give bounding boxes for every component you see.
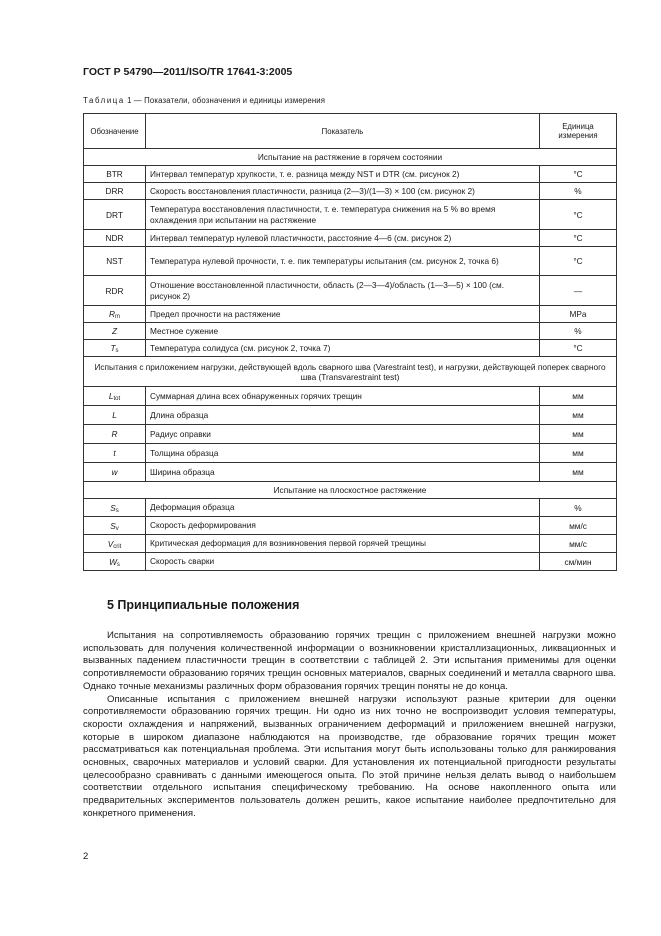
- unit-cell: мм/с: [540, 535, 617, 553]
- paragraph: Описанные испытания с приложением внешней нагрузки используют разные критерии для оценки сопротивляемости образованию горячих трещин. Ни одно из них точно не воспроизводит условия температуры, скорости охлаждения и напряжений, вызванных ограничением деформаций и приложением внешней нагрузки, которые в широком диапазоне наблюдаются на производстве, где образование горячих трещин может рассматриваться как потенциальная проблема. Эти испытания могут быть использованы только для ранжирования основных, сварочных материалов и условий сварки. Для установления их потенциальной пригодности результаты целесообразно сравнивать с данными имеющегося опыта. По этой причине нельзя делать вывод о наибольшем соответствии отдельного испытания специфическому требованию. На основе накопленного опыта или предварительных экспериментов пользователь должен решить, какое испытание наиболее предпочтительно для конкретного применения.: [83, 693, 616, 819]
- symbol: L: [112, 410, 117, 420]
- unit-cell: —: [540, 276, 617, 306]
- description-cell: Температура нулевой прочности, т. е. пик температуры испытания (см. рисунок 2, точка 6): [146, 247, 540, 276]
- parameters-table: [83, 113, 617, 571]
- symbol-cell: [84, 406, 146, 425]
- table-row: [84, 247, 617, 276]
- table-row: [84, 499, 617, 517]
- symbol: V: [107, 538, 114, 549]
- table-row: [84, 387, 617, 406]
- unit-cell: %: [540, 323, 617, 340]
- symbol-cell: [84, 306, 146, 323]
- document-header: ГОСТ Р 54790—2011/ISO/TR 17641-3:2005: [83, 66, 293, 78]
- unit-cell: мм: [540, 444, 617, 463]
- table-caption-text: 1 — Показатели, обозначения и единицы измерения: [127, 96, 326, 105]
- description-cell: Скорость сварки: [146, 553, 540, 571]
- description-cell: Интервал температур нулевой пластичности, расстояние 4—6 (см. рисунок 2): [146, 230, 540, 247]
- table-row: [84, 425, 617, 444]
- description-cell: Ширина образца: [146, 463, 540, 482]
- section-row: [84, 482, 617, 499]
- table-caption: [83, 96, 325, 105]
- table-row: [84, 306, 617, 323]
- symbol: R: [111, 429, 118, 439]
- description-cell: Скорость деформирования: [146, 517, 540, 535]
- symbol: L: [108, 391, 114, 401]
- symbol-cell: [84, 183, 146, 200]
- symbol-cell: [84, 276, 146, 306]
- unit-cell: °C: [540, 230, 617, 247]
- section-row: [84, 357, 617, 387]
- table-row: [84, 340, 617, 357]
- table-header-row: [84, 114, 617, 149]
- description-cell: Критическая деформация для возникновения первой горячей трещины: [146, 535, 540, 553]
- description-cell: Интервал температур хрупкости, т. е. разница между NST и DTR (см. рисунок 2): [146, 166, 540, 183]
- symbol: T: [110, 343, 116, 353]
- symbol: Z: [111, 326, 118, 336]
- symbol-cell: [84, 535, 146, 553]
- symbol-cell: [84, 463, 146, 482]
- table-row: [84, 553, 617, 571]
- unit-cell: °C: [540, 247, 617, 276]
- description-cell: Длина образца: [146, 406, 540, 425]
- unit-cell: %: [540, 183, 617, 200]
- symbol-cell: [84, 340, 146, 357]
- unit-cell: MPa: [540, 306, 617, 323]
- symbol-cell: [84, 499, 146, 517]
- paragraph: Испытания на сопротивляемость образованию горячих трещин с приложением внешней нагрузки можно использовать для получения количественной информации о возникновении кристаллизационных, ликвационных и вызванных падением пластичности трещин в соответствии с таблицей 2. Эти испытания применимы для оценки сопротивляемости образованию горячих трещин основных материалов, сварных соединений и металла сварного шва. Однако точные механизмы различных форм образования горячих трещин поняты не до конца.: [83, 630, 616, 692]
- table-row: [84, 183, 617, 200]
- symbol: NST: [106, 256, 123, 266]
- table-row: [84, 276, 617, 306]
- symbol: W: [109, 556, 117, 567]
- symbol-cell: [84, 517, 146, 535]
- unit-cell: мм: [540, 387, 617, 406]
- symbol-cell: [84, 166, 146, 183]
- symbol-subscript: s: [116, 561, 120, 568]
- unit-cell: мм: [540, 463, 617, 482]
- description-cell: Температура солидуса (см. рисунок 2, точка 7): [146, 340, 540, 357]
- unit-cell: %: [540, 499, 617, 517]
- table-row: [84, 200, 617, 230]
- description-cell: Толщина образца: [146, 444, 540, 463]
- symbol-subscript: tot: [113, 396, 121, 402]
- symbol-subscript: v: [115, 525, 119, 532]
- unit-cell: °C: [540, 340, 617, 357]
- symbol-subscript: m: [115, 314, 120, 320]
- symbol-cell: [84, 553, 146, 571]
- symbol: NDR: [105, 233, 124, 243]
- section-title: 5 Принципиальные положения: [107, 598, 300, 612]
- symbol: DRR: [105, 186, 124, 196]
- symbol-cell: [84, 200, 146, 230]
- symbol: BTR: [106, 169, 123, 179]
- table-row: [84, 166, 617, 183]
- symbol-cell: [84, 425, 146, 444]
- table-row: [84, 406, 617, 425]
- description-cell: Суммарная длина всех обнаруженных горячих трещин: [146, 387, 540, 406]
- symbol: t: [113, 448, 116, 458]
- table-caption-word: Таблица: [83, 96, 125, 105]
- symbol: DRT: [106, 209, 123, 220]
- table-row: [84, 517, 617, 535]
- symbol-subscript: crit: [113, 543, 122, 550]
- symbol-cell: [84, 247, 146, 276]
- table-row: [84, 463, 617, 482]
- description-cell: Предел прочности на растяжение: [146, 306, 540, 323]
- unit-cell: мм: [540, 425, 617, 444]
- header-description: Показатель: [146, 114, 540, 149]
- symbol: R: [109, 309, 115, 319]
- description-cell: Деформация образца: [146, 499, 540, 517]
- description-cell: Местное сужение: [146, 323, 540, 340]
- symbol: RDR: [105, 285, 124, 296]
- symbol-subscript: s: [115, 507, 119, 514]
- unit-cell: мм: [540, 406, 617, 425]
- description-cell: Температура восстановления пластичности, т. е. температура снижения на 5 % во время охлаждения при испытании на растяжение: [146, 200, 540, 230]
- symbol-cell: [84, 323, 146, 340]
- table-row: [84, 535, 617, 553]
- symbol-cell: [84, 387, 146, 406]
- description-cell: Скорость восстановления пластичности, разница (2—3)/(1—3) × 100 (см. рисунок 2): [146, 183, 540, 200]
- symbol: S: [110, 502, 116, 513]
- header-symbol: Обозначение: [84, 114, 146, 149]
- header-unit: Единица измерения: [540, 114, 617, 149]
- section-heading: Испытание на растяжение в горячем состоянии: [84, 149, 617, 166]
- table-row: [84, 323, 617, 340]
- table-body: [84, 149, 617, 571]
- unit-cell: см/мин: [540, 553, 617, 571]
- symbol-subscript: s: [115, 348, 119, 354]
- unit-cell: мм/с: [540, 517, 617, 535]
- section-heading: Испытание на плоскостное растяжение: [84, 482, 617, 499]
- symbol: S: [110, 520, 116, 531]
- description-cell: Радиус оправки: [146, 425, 540, 444]
- description-cell: Отношение восстановленной пластичности, область (2—3—4)/область (1—3—5) × 100 (см. рисунок 2): [146, 276, 540, 306]
- symbol: w: [111, 467, 118, 477]
- unit-cell: °C: [540, 200, 617, 230]
- table-row: [84, 230, 617, 247]
- symbol-cell: [84, 230, 146, 247]
- table-row: [84, 444, 617, 463]
- unit-cell: °C: [540, 166, 617, 183]
- body-text: [83, 630, 616, 821]
- symbol-cell: [84, 444, 146, 463]
- section-row: [84, 149, 617, 166]
- page-number: 2: [83, 851, 89, 862]
- section-heading: Испытания с приложением нагрузки, действующей вдоль сварного шва (Varestraint test), и нагрузки, действующей поперек сварного шва (Transvarestraint test): [84, 357, 617, 387]
